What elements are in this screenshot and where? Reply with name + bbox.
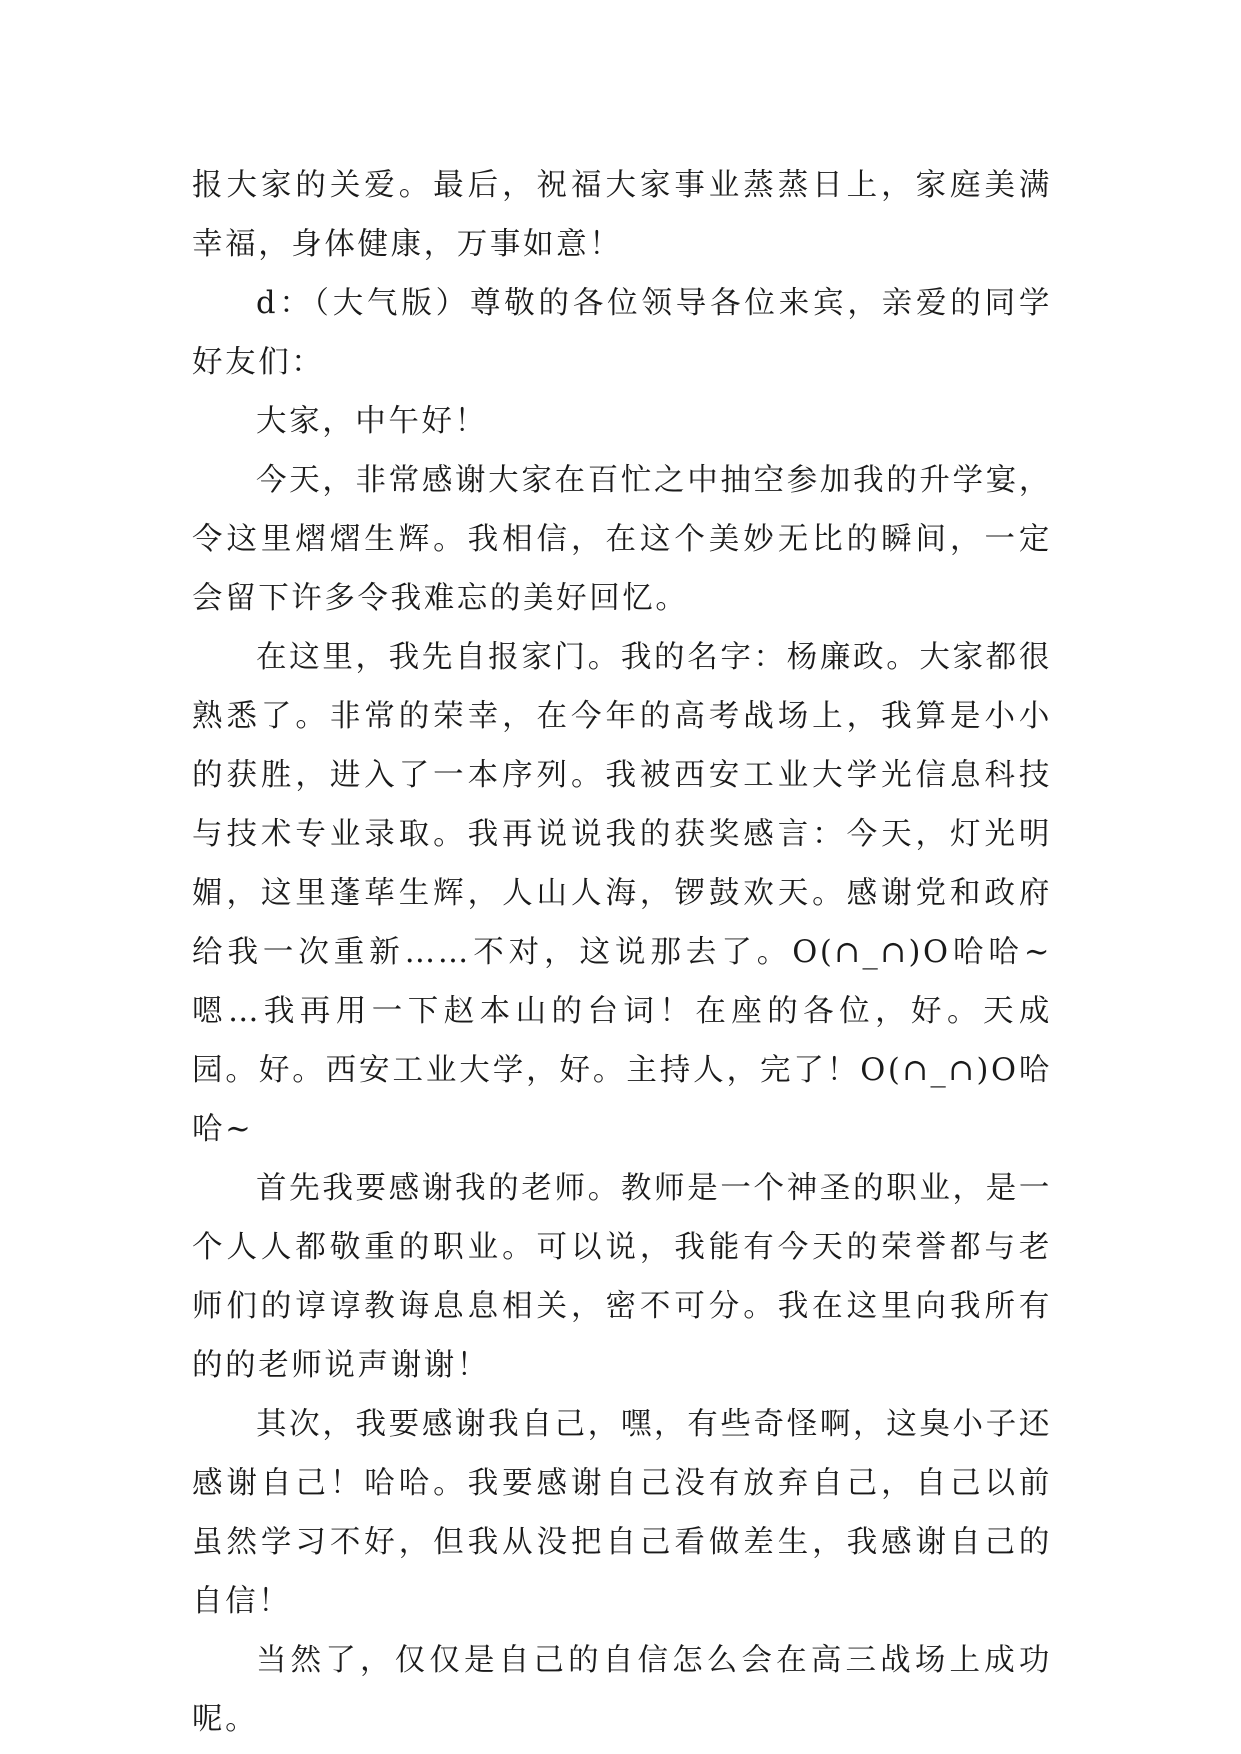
paragraph-good-noon: 大家，中午好！ [256,404,488,439]
paragraph-greeting-audience: d：（大气版）尊敬的各位领导各位来宾，亲爱的同学好友们： [192,286,1052,380]
paragraph-confidence: 当然了，仅仅是自己的自信怎么会在高三战场上成功呢。 [192,1643,1052,1737]
paragraph-self-introduction: 在这里，我先自报家门。我的名字：杨廉政。大家都很熟悉了。非常的荣幸，在今年的高考战场上，我算是小小的获胜，进入了一本序列。我被西安工业大学光信息科技与技术专业录取。我再说说我的获奖感言：今天，灯光明媚，这里蓬荜生辉，人山人海，锣鼓欢天。感谢党和政府给我一次重新……不对，这说那去了。O(∩_∩)O哈哈~嗯…我再用一下赵本山的台词！在座的各位，好。天成园。好。西安工业大学，好。主持人，完了！O(∩_∩)O哈哈~ [192,640,1052,1147]
paragraph-closing-blessing: 报大家的关爱。最后，祝福大家事业蒸蒸日上，家庭美满幸福，身体健康，万事如意！ [192,168,1052,262]
paragraph-thank-self: 其次，我要感谢我自己，嘿，有些奇怪啊，这臭小子还感谢自己！哈哈。我要感谢自己没有放弃自己，自己以前虽然学习不好，但我从没把自己看做差生，我感谢自己的自信！ [192,1407,1052,1619]
document-body [192,156,1052,1749]
paragraph-thanks-attendance: 今天，非常感谢大家在百忙之中抽空参加我的升学宴，令这里熠熠生辉。我相信，在这个美妙无比的瞬间，一定会留下许多令我难忘的美好回忆。 [192,463,1052,616]
paragraph-thank-teachers: 首先我要感谢我的老师。教师是一个神圣的职业，是一个人人都敬重的职业。可以说，我能有今天的荣誉都与老师们的谆谆教诲息息相关，密不可分。我在这里向我所有的的老师说声谢谢！ [192,1171,1052,1383]
